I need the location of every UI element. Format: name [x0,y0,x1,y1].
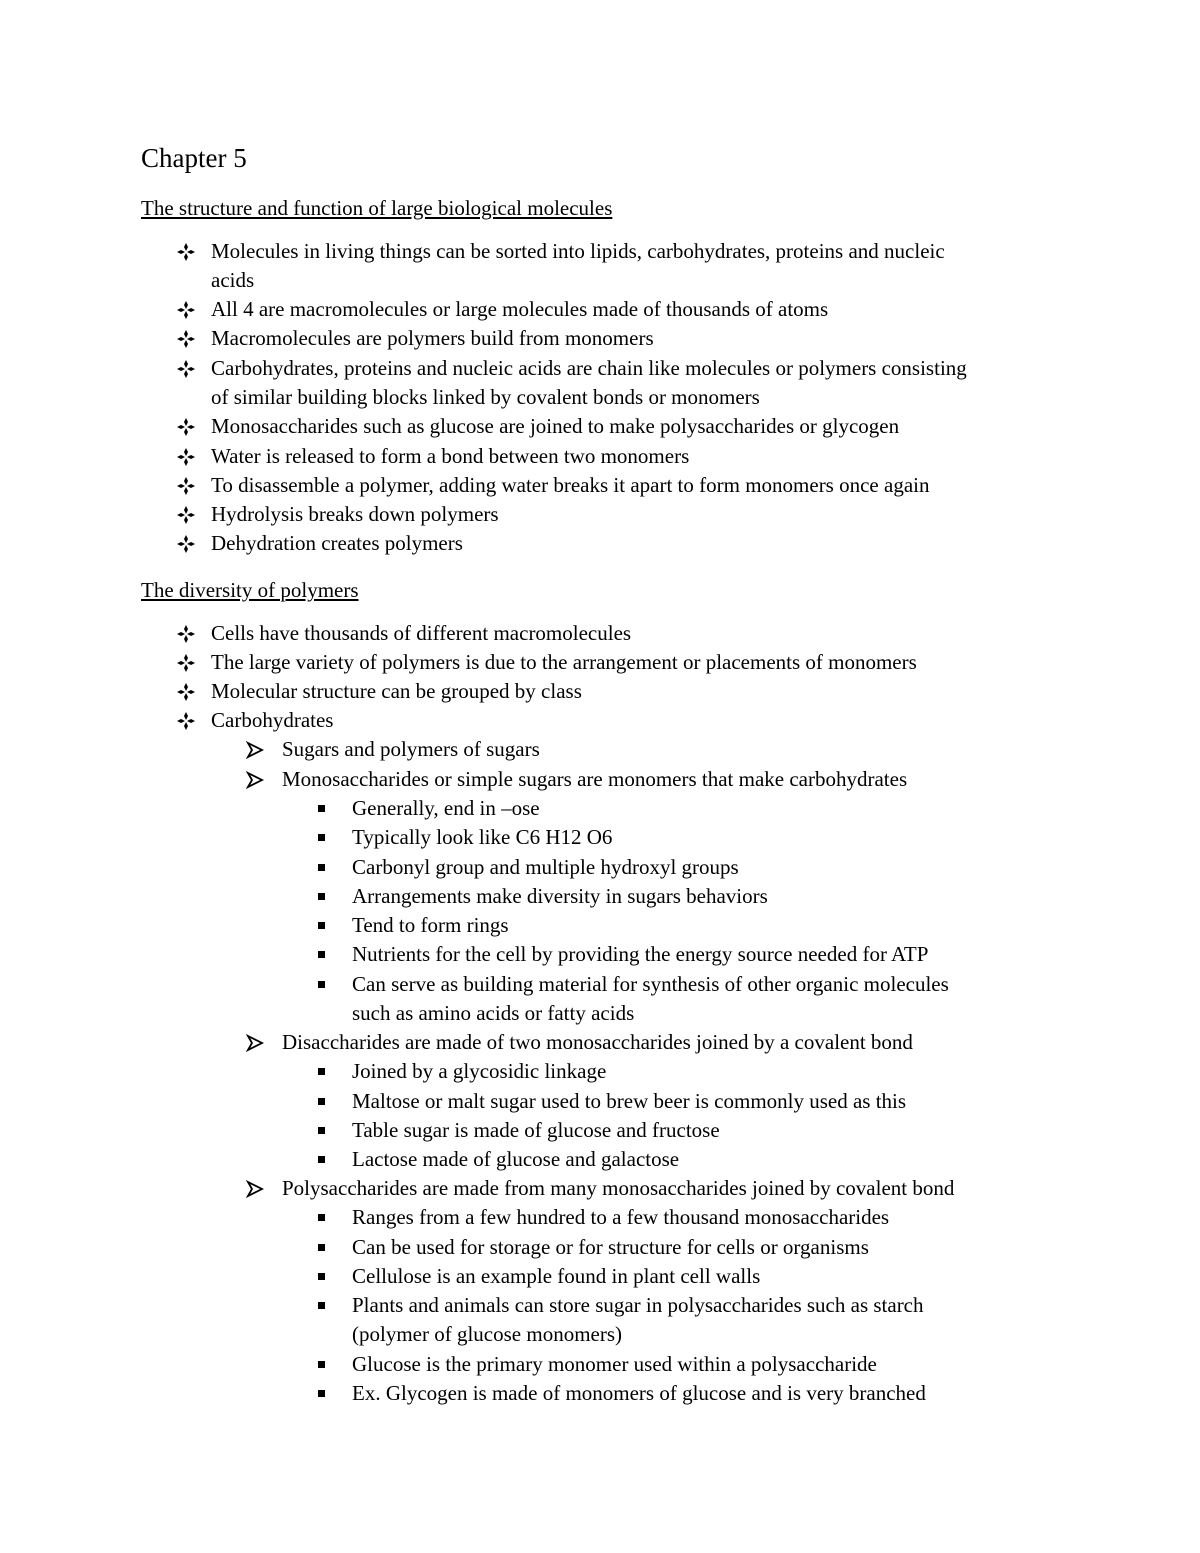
list-item-text: All 4 are macromolecules or large molecules made of thousands of atoms [211,297,829,321]
square-bullet-icon [316,1116,325,1145]
square-bullet-icon [316,970,325,999]
arrow-bullet-icon [246,1028,264,1057]
diamond-bullet-icon [176,412,196,441]
list-item-continuation: acids [211,268,255,292]
list-item-text: Polysaccharides are made from many monosaccharides joined by covalent bond [282,1176,955,1200]
list-item-text: Monosaccharides or simple sugars are monomers that make carbohydrates [282,767,908,791]
list-item-text: Maltose or malt sugar used to brew beer is commonly used as this [352,1089,907,1113]
arrow-bullet-icon [246,1174,264,1203]
diamond-bullet-icon [176,677,196,706]
list-item-text: Molecules in living things can be sorted into lipids, carbohydrates, proteins and nucleic [211,239,945,263]
diamond-bullet-icon [176,442,196,471]
list-item-text: Hydrolysis breaks down polymers [211,502,499,526]
list-item-text: Typically look like C6 H12 O6 [352,825,613,849]
list-item-text: Sugars and polymers of sugars [282,737,540,761]
square-bullet-icon [316,1262,325,1291]
diamond-bullet-icon [176,619,196,648]
list-item-text: Can be used for storage or for structure for cells or organisms [352,1235,869,1259]
square-bullet-icon [316,882,325,911]
list-item-text: The large variety of polymers is due to the arrangement or placements of monomers [211,650,917,674]
list-item-text: Carbohydrates [211,708,334,732]
list-item-text: Plants and animals can store sugar in polysaccharides such as starch [352,1293,924,1317]
list-item-text: Ranges from a few hundred to a few thousand monosaccharides [352,1205,890,1229]
diamond-bullet-icon [176,471,196,500]
list-item-text: Monosaccharides such as glucose are joined to make polysaccharides or glycogen [211,414,900,438]
diamond-bullet-icon [176,295,196,324]
list-item-text: Cellulose is an example found in plant cell walls [352,1264,761,1288]
list-item-text: Cells have thousands of different macromolecules [211,621,632,645]
list-item-text: Nutrients for the cell by providing the energy source needed for ATP [352,942,929,966]
square-bullet-icon [316,1057,325,1086]
list-item-text: Arrangements make diversity in sugars behaviors [352,884,768,908]
arrow-bullet-icon [246,735,264,764]
list-item-text: Glucose is the primary monomer used within a polysaccharide [352,1352,877,1376]
list-item-text: To disassemble a polymer, adding water breaks it apart to form monomers once again [211,473,930,497]
list-item-text: Tend to form rings [352,913,509,937]
section-heading: The diversity of polymers [141,578,359,602]
square-bullet-icon [316,1233,325,1262]
list-item-text: Molecular structure can be grouped by class [211,679,582,703]
diamond-bullet-icon [176,237,196,266]
list-item-text: Carbohydrates, proteins and nucleic acids are chain like molecules or polymers consisting [211,356,967,380]
square-bullet-icon [316,1203,325,1232]
square-bullet-icon [316,911,325,940]
diamond-bullet-icon [176,500,196,529]
list-item-text: Carbonyl group and multiple hydroxyl groups [352,855,739,879]
list-item-text: Table sugar is made of glucose and fructose [352,1118,720,1142]
list-item-text: Dehydration creates polymers [211,531,463,555]
square-bullet-icon [316,823,325,852]
diamond-bullet-icon [176,648,196,677]
list-item-text: Water is released to form a bond between two monomers [211,444,690,468]
square-bullet-icon [316,853,325,882]
section-heading: The structure and function of large biological molecules [141,196,613,220]
square-bullet-icon [316,1379,325,1408]
diamond-bullet-icon [176,354,196,383]
list-item-continuation: such as amino acids or fatty acids [352,1001,635,1025]
list-item-text: Generally, end in –ose [352,796,540,820]
diamond-bullet-icon [176,706,196,735]
square-bullet-icon [316,1291,325,1320]
list-item-text: Ex. Glycogen is made of monomers of glucose and is very branched [352,1381,926,1405]
square-bullet-icon [316,1350,325,1379]
square-bullet-icon [316,1145,325,1174]
list-item-continuation: of similar building blocks linked by covalent bonds or monomers [211,385,760,409]
diamond-bullet-icon [176,324,196,353]
diamond-bullet-icon [176,529,196,558]
list-item-text: Disaccharides are made of two monosaccharides joined by a covalent bond [282,1030,913,1054]
list-item-text: Joined by a glycosidic linkage [352,1059,607,1083]
page-title: Chapter 5 [141,143,247,173]
list-item-text: Lactose made of glucose and galactose [352,1147,680,1171]
square-bullet-icon [316,940,325,969]
arrow-bullet-icon [246,765,264,794]
list-item-continuation: (polymer of glucose monomers) [352,1322,623,1346]
square-bullet-icon [316,1087,325,1116]
square-bullet-icon [316,794,325,823]
list-item-text: Macromolecules are polymers build from monomers [211,326,654,350]
list-item-text: Can serve as building material for synthesis of other organic molecules [352,972,949,996]
